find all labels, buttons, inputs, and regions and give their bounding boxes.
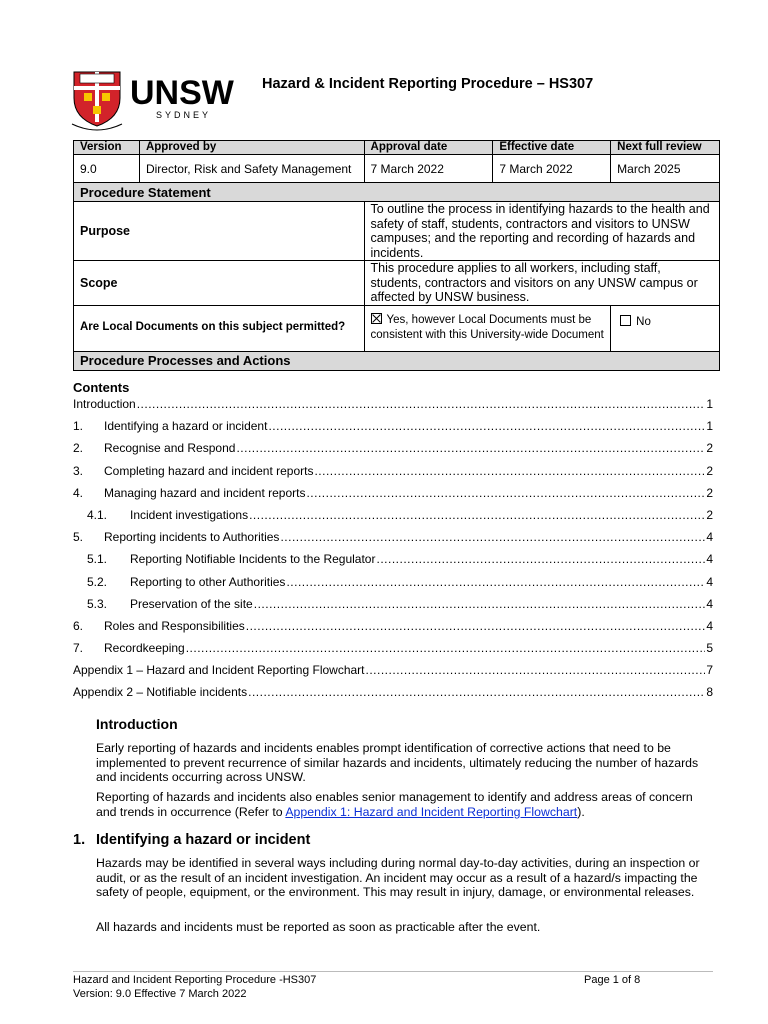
toc-entry-number: 7. [73, 641, 84, 656]
procedure-processes-row [74, 351, 720, 370]
toc-leader-dots [280, 530, 705, 544]
yes-checkbox[interactable] [371, 313, 382, 324]
section-1-number: 1. [73, 832, 86, 848]
toc-entry-label: Recognise and Respond [104, 441, 236, 456]
appendix-1-link[interactable]: Appendix 1: Hazard and Incident Reporting Flowchart [285, 804, 578, 819]
footer-page-number: Page 1 of 8 [584, 974, 641, 986]
toc-entry-number: 5.2. [87, 574, 108, 589]
toc-entry-page: 1 [706, 397, 713, 411]
introduction-paragraph-2-text: Reporting of hazards and incidents also enables senior management to identify and address areas of concern and trends in occurrence (Refer to [96, 790, 693, 819]
svg-text:SYDNEY: SYDNEY [156, 110, 212, 120]
toc-entry[interactable] [73, 419, 713, 441]
section-1-title: Identifying a hazard or incident [96, 832, 311, 848]
toc-entry-number: 2. [73, 441, 84, 456]
toc-leader-dots [366, 663, 705, 677]
toc-leader-dots [254, 597, 705, 611]
footer-info [73, 974, 316, 1001]
toc-entry-number: 5. [73, 530, 84, 545]
toc-leader-dots [268, 419, 705, 433]
toc-entry[interactable] [73, 641, 713, 663]
toc-entry-label: Appendix 1 – Hazard and Incident Reporting Flowchart [73, 663, 365, 678]
toc-entry-page: 4 [706, 552, 713, 567]
toc-entry-label: Recordkeeping [104, 641, 185, 656]
toc-entry-label: Completing hazard and incident reports [104, 463, 314, 478]
introduction-heading: Introduction [96, 716, 178, 732]
toc-entry[interactable] [73, 464, 713, 486]
metadata-values-row [74, 155, 720, 183]
toc-entry-label: Reporting Notifiable Incidents to the Regulator [130, 552, 376, 567]
local-documents-no-cell [611, 305, 720, 351]
toc-entry-page: 8 [706, 685, 713, 700]
local-documents-label: Are Local Documents on this subject permitted? [74, 305, 365, 351]
toc-entry[interactable] [73, 619, 713, 641]
toc-entry-label: Identifying a hazard or incident [104, 419, 268, 434]
toc-entry[interactable] [73, 575, 713, 597]
toc-entry-page: 2 [706, 441, 713, 456]
no-checkbox[interactable] [620, 315, 631, 326]
toc-entry[interactable] [73, 397, 713, 419]
procedure-metadata-table [73, 140, 720, 371]
document-title: Hazard & Incident Reporting Procedure – HS307 [262, 76, 594, 92]
approval-date-value: 7 March 2022 [364, 155, 493, 183]
toc-entry-number: 5.3. [87, 596, 108, 611]
toc-leader-dots [306, 486, 705, 500]
toc-entry-label: Reporting incidents to Authorities [104, 530, 280, 545]
toc-leader-dots [249, 508, 705, 522]
table-of-contents [73, 397, 713, 708]
toc-entry-page: 2 [706, 485, 713, 500]
svg-text:UNSW: UNSW [130, 74, 234, 112]
toc-entry-number: 1. [73, 419, 84, 434]
toc-entry-page: 2 [706, 507, 713, 522]
procedure-statement-row [74, 183, 720, 202]
toc-entry-label: Appendix 2 – Notifiable incidents [73, 685, 248, 700]
introduction-paragraph-1: Early reporting of hazards and incidents enables prompt identification of corrective actions that need to be implemented to prevent recurrence of similar hazards and incidents, ultimately reducing the number of hazards and incidents occurring across UNSW. [96, 741, 699, 785]
toc-entry-number: 4.1. [87, 507, 108, 522]
section-1-paragraph-2: All hazards and incidents must be reported as soon as practicable after the event. [96, 920, 541, 934]
toc-leader-dots [314, 464, 705, 478]
next-review-header: Next full review [611, 141, 720, 155]
section-1-heading [73, 832, 310, 848]
local-documents-yes-cell [364, 305, 611, 351]
toc-leader-dots [246, 619, 705, 633]
toc-entry-label: Managing hazard and incident reports [104, 485, 306, 500]
version-header: Version [74, 141, 140, 155]
toc-entry[interactable] [73, 486, 713, 508]
approved-by-value: Director, Risk and Safety Management [139, 155, 364, 183]
toc-entry-number: 6. [73, 618, 84, 633]
section-1-paragraph-1: Hazards may be identified in several ways including during normal day-to-day activities, during an inspection or audit, or as the result of an incident investigation. An incident may occur as a result of a hazard/s impacting the safety of people, equipment, or the environment. This may result in injury, damage, or environmental releases. [96, 856, 700, 900]
contents-heading: Contents [73, 380, 130, 395]
introduction-paragraph-2 [96, 790, 716, 819]
toc-entry-label: Preservation of the site [130, 596, 253, 611]
toc-leader-dots [186, 641, 705, 655]
toc-leader-dots [236, 441, 705, 455]
toc-entry-page: 1 [706, 419, 713, 434]
toc-entry[interactable] [73, 552, 713, 574]
scope-text: This procedure applies to all workers, including staff, students, contractors and visitors on any UNSW campus or affected by UNSW business. [364, 261, 719, 306]
scope-label: Scope [74, 261, 365, 306]
toc-entry-label: Roles and Responsibilities [104, 618, 245, 633]
local-documents-yes-text: Yes, however Local Documents must be consistent with this University-wide Document [370, 314, 604, 341]
toc-leader-dots [376, 552, 705, 566]
unsw-crest-icon [70, 66, 235, 132]
local-documents-no-text: No [636, 315, 651, 328]
toc-entry-page: 4 [706, 596, 713, 611]
toc-entry[interactable] [73, 597, 713, 619]
toc-entry-number: 4. [73, 485, 84, 500]
footer-version: Version: 9.0 Effective 7 March 2022 [73, 987, 247, 1000]
purpose-row [74, 202, 720, 261]
toc-leader-dots [286, 575, 705, 589]
effective-date-value: 7 March 2022 [493, 155, 611, 183]
scope-row [74, 261, 720, 306]
introduction-paragraph-2-end: ). [577, 804, 585, 819]
approval-date-header: Approval date [364, 141, 493, 155]
effective-date-header: Effective date [493, 141, 611, 155]
toc-entry-number: 3. [73, 463, 84, 478]
toc-leader-dots [248, 685, 705, 699]
metadata-header-row [74, 141, 720, 155]
toc-entry-label: Reporting to other Authorities [130, 574, 286, 589]
next-review-value: March 2025 [611, 155, 720, 183]
local-documents-row [74, 305, 720, 351]
unsw-logo [70, 66, 235, 132]
procedure-processes-heading: Procedure Processes and Actions [74, 351, 720, 370]
toc-entry-page: 4 [706, 530, 713, 545]
toc-entry[interactable] [73, 663, 713, 685]
toc-entry-number: 5.1. [87, 552, 108, 567]
toc-entry-page: 4 [706, 618, 713, 633]
toc-entry-page: 2 [706, 463, 713, 478]
toc-entry[interactable] [73, 508, 713, 530]
toc-entry-page: 7 [706, 663, 713, 678]
footer-divider [73, 971, 713, 972]
approved-by-header: Approved by [139, 141, 364, 155]
version-value: 9.0 [74, 155, 140, 183]
purpose-text: To outline the process in identifying hazards to the health and safety of staff, students, contractors and visitors to UNSW campuses; and the reporting and recording of hazards and incidents. [364, 202, 719, 261]
toc-entry[interactable] [73, 685, 713, 707]
toc-leader-dots [137, 397, 705, 411]
toc-entry-label: Introduction [73, 397, 136, 411]
toc-entry[interactable] [73, 441, 713, 463]
toc-entry-page: 4 [706, 574, 713, 589]
footer-title: Hazard and Incident Reporting Procedure -HS307 [73, 974, 317, 986]
toc-entry-label: Incident investigations [130, 507, 249, 522]
toc-entry[interactable] [73, 530, 713, 552]
procedure-statement-heading: Procedure Statement [74, 183, 720, 202]
toc-entry-page: 5 [706, 641, 713, 656]
purpose-label: Purpose [74, 202, 365, 261]
